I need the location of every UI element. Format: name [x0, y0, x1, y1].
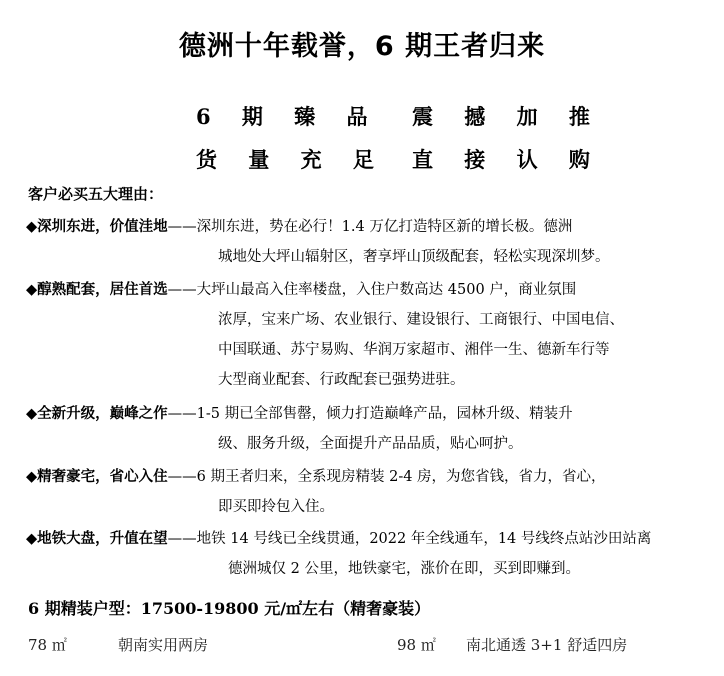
- unit-1-size: 78 ㎡: [28, 636, 67, 654]
- reason-3-head: ◆全新升级，巅峰之作: [26, 405, 168, 422]
- reason-2-dash: ——: [167, 282, 197, 298]
- reason-5-line-2: 德洲城仅 2 公里，地铁豪宅，涨价在即，买到即赚到。: [228, 561, 580, 577]
- reason-1-line-2: 城地处大坪山辐射区，奢享坪山顶级配套，轻松实现深圳梦。: [218, 249, 610, 265]
- reason-1-line-1: 深圳东进，势在必行！1.4 万亿打造特区新的增长极。德洲: [196, 219, 573, 235]
- reason-2-line-4: 大型商业配套、行政配套已强势进驻。: [218, 372, 465, 388]
- reason-2-line-2: 浓厚，宝来广场、农业银行、建设银行、工商银行、中国电信、: [218, 312, 624, 328]
- slogan-1: 6 期 臻 品: [196, 104, 380, 129]
- reason-3-line-2: 级、服务升级，全面提升产品品质，贴心呵护。: [218, 436, 523, 452]
- reason-5-head: ◆地铁大盘，升值在望: [26, 530, 168, 547]
- reason-4: [26, 462, 606, 522]
- reason-4-line-2: 即买即拎包入住。: [218, 499, 334, 515]
- reason-2: [26, 275, 624, 395]
- unit-2-desc: 南北通透 3+1 舒适四房: [466, 636, 628, 654]
- reason-5-line-1: 地铁 14 号线已全线贯通，2022 年全线通车，14 号线终点站沙田站离: [196, 531, 652, 547]
- unit-1-desc: 朝南实用两房: [118, 636, 209, 654]
- slogan-2: 震 撼 加 推: [412, 104, 602, 129]
- reason-1-dash: ——: [167, 219, 197, 235]
- reason-2-line-3: 中国联通、苏宁易购、华润万家超市、湘伴一生、德新车行等: [218, 342, 610, 358]
- reason-3-line-1: 1-5 期已全部售罄，倾力打造巅峰产品，园林升级、精装升: [196, 406, 573, 422]
- reason-1-head: ◆深圳东进，价值洼地: [26, 218, 168, 235]
- reason-2-head: ◆醇熟配套，居住首选: [26, 281, 168, 298]
- price-line: 6 期精装户型：17500-19800 元/㎡左右（精奢豪装）: [28, 599, 431, 618]
- page-title: 德洲十年载誉，6 期王者归来: [178, 31, 546, 62]
- slogan-3: 货 量 充 足: [196, 147, 386, 172]
- reason-4-dash: ——: [167, 469, 197, 485]
- reason-3: [26, 399, 573, 459]
- reason-3-dash: ——: [167, 406, 197, 422]
- reason-4-line-1: 6 期王者归来，全系现房精装 2-4 房，为您省钱，省力，省心，: [196, 469, 606, 485]
- slogan-4: 直 接 认 购: [412, 147, 602, 172]
- reason-1: [26, 212, 610, 272]
- reason-5-dash: ——: [167, 531, 197, 547]
- reason-4-head: ◆精奢豪宅，省心入住: [26, 468, 168, 485]
- reason-2-line-1: 大坪山最高入住率楼盘，入住户数高达 4500 户，商业氛围: [196, 282, 577, 298]
- reasons-heading: 客户必买五大理由：: [28, 185, 164, 203]
- reason-5: [26, 524, 651, 584]
- unit-2-size: 98 ㎡: [397, 636, 436, 654]
